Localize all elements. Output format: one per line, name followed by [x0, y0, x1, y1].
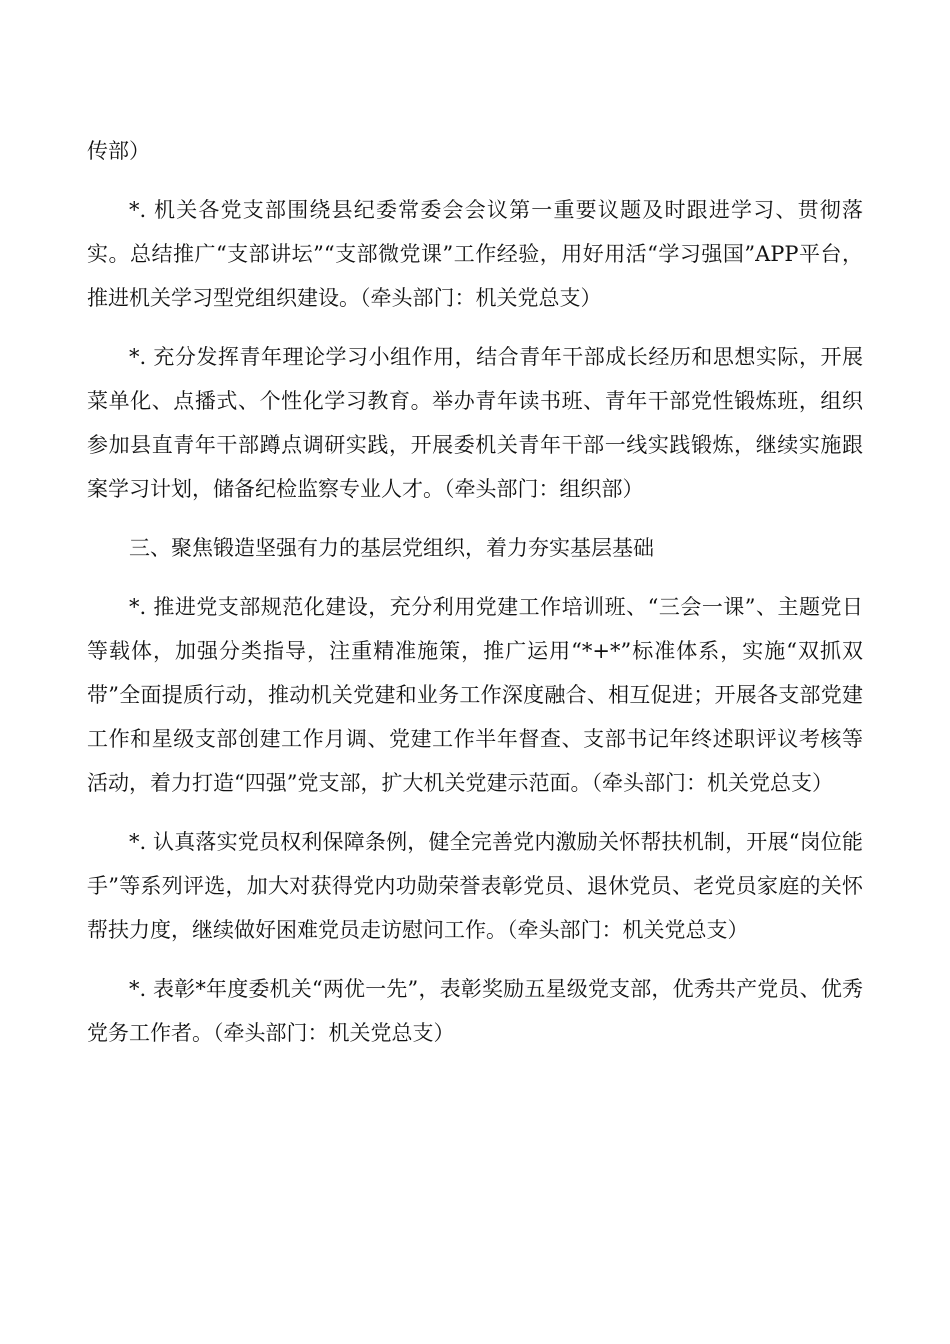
paragraph-continuation: 传部）: [87, 139, 150, 163]
section-heading-three: 三、聚焦锻造坚强有力的基层党组织，着力夯实基层基础: [129, 536, 654, 560]
paragraph-commendation: *. 表彰*年度委机关“两优一先”，表彰奖励五星级党支部，优秀共产党员、优秀党务工作者。（牵头部门：机关党总支）: [87, 977, 863, 1045]
paragraph-member-rights: *. 认真落实党员权利保障条例，健全完善党内激励关怀帮扶机制，开展“岗位能手”等系列评选，加大对获得党内功勋荣誉表彰党员、退休党员、老党员家庭的关怀帮扶力度，继续做好困难党员走访慰问工作。（牵头部门：机关党总支）: [87, 830, 863, 942]
document-body: [87, 129, 863, 1070]
paragraph-youth-theory: *. 充分发挥青年理论学习小组作用，结合青年干部成长经历和思想实际，开展菜单化、点播式、个性化学习教育。举办青年读书班、青年干部党性锻炼班，组织参加县直青年干部蹲点调研实践，开展委机关青年干部一线实践锻炼，继续实施跟案学习计划，储备纪检监察专业人才。（牵头部门：组织部）: [87, 345, 863, 501]
paragraph-study-learning: *. 机关各党支部围绕县纪委常委会会议第一重要议题及时跟进学习、贯彻落实。总结推广“支部讲坛”“支部微党课”工作经验，用好用活“学习强国”APP平台，推进机关学习型党组织建设。（牵头部门：机关党总支）: [87, 198, 863, 310]
paragraph-branch-standardization: *. 推进党支部规范化建设，充分利用党建工作培训班、“三会一课”、主题党日等载体，加强分类指导，注重精准施策，推广运用“*+*”标准体系，实施“双抓双带”全面提质行动，推动机关党建和业务工作深度融合、相互促进；开展各支部党建工作和星级支部创建工作月调、党建工作半年督查、支部书记年终述职评议考核等活动，着力打造“四强”党支部，扩大机关党建示范面。（牵头部门：机关党总支）: [87, 595, 863, 795]
